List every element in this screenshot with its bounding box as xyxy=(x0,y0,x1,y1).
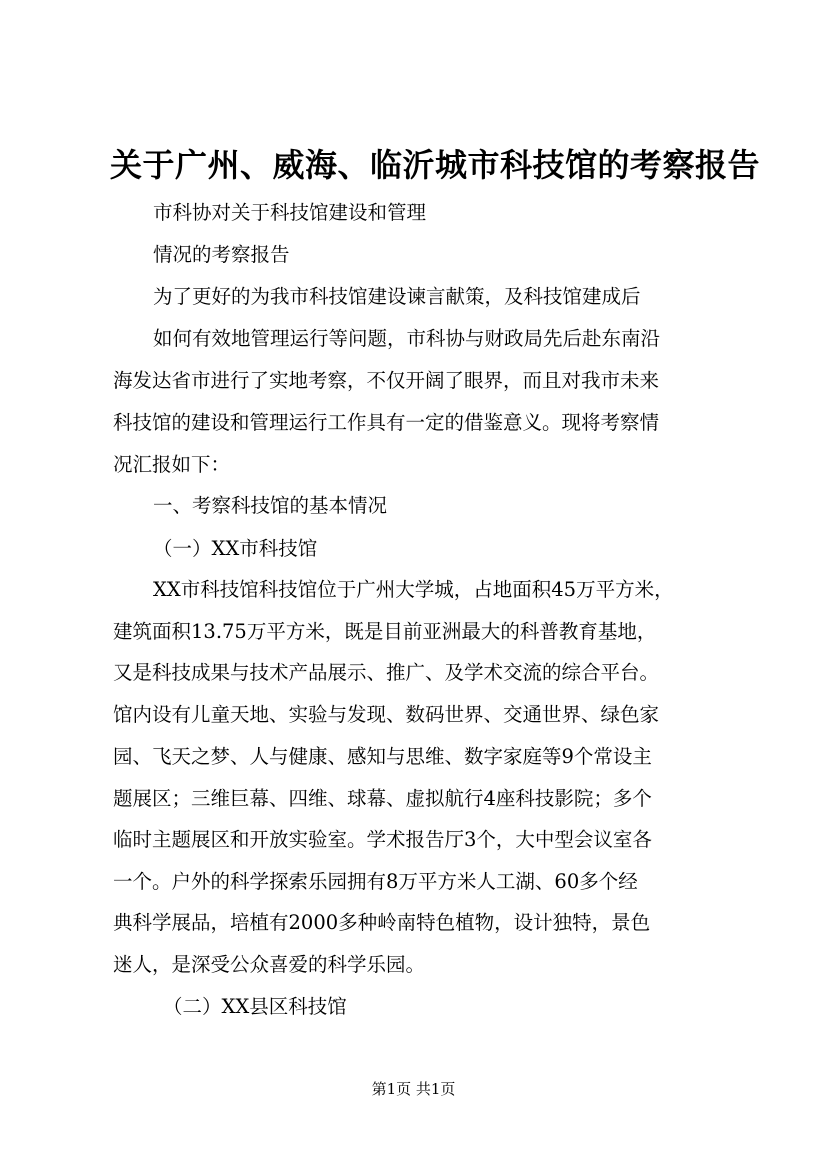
paragraph-line: XX市科技馆科技馆位于广州大学城，占地面积45万平方米， xyxy=(153,578,674,601)
subsection-heading: （一）XX市科技馆 xyxy=(153,537,318,560)
paragraph-line: 又是科技成果与技术产品展示、推广、及学术交流的综合平台。 xyxy=(113,661,660,684)
page-number-footer: 第1页 共1页 xyxy=(371,1080,456,1098)
paragraph-line: 一个。户外的科学探索乐园拥有8万平方米人工湖、60多个经 xyxy=(113,870,638,893)
paragraph-line: 典科学展品，培植有2000多种岭南特色植物，设计独特，景色 xyxy=(113,911,651,934)
paragraph-line: 海发达省市进行了实地考察，不仅开阔了眼界，而且对我市未来 xyxy=(113,369,660,392)
paragraph-line: 科技馆的建设和管理运行工作具有一定的借鉴意义。现将考察情 xyxy=(113,411,660,434)
paragraph-line: 迷人，是深受公众喜爱的科学乐园。 xyxy=(113,953,426,976)
paragraph-line: 如何有效地管理运行等问题，市科协与财政局先后赴东南沿 xyxy=(153,327,661,350)
paragraph-line: 馆内设有儿童天地、实验与发现、数码世界、交通世界、绿色家 xyxy=(113,703,660,726)
subsection-heading: （二）XX县区科技馆 xyxy=(163,995,347,1018)
paragraph-line: 题展区；三维巨幕、四维、球幕、虚拟航行4座科技影院；多个 xyxy=(113,787,652,810)
paragraph-line: 为了更好的为我市科技馆建设谏言献策，及科技馆建成后 xyxy=(153,285,641,308)
paragraph-line: 况汇报如下： xyxy=(113,453,231,476)
paragraph-line: 建筑面积13.75万平方米，既是目前亚洲最大的科普教育基地， xyxy=(113,620,657,643)
section-heading: 一、考察科技馆的基本情况 xyxy=(153,494,388,517)
document-title: 关于广州、威海、临沂城市科技馆的考察报告 xyxy=(110,146,761,184)
subtitle-line-1: 市科协对关于科技馆建设和管理 xyxy=(153,201,427,224)
paragraph-line: 园、飞天之梦、人与健康、感知与思维、数字家庭等9个常设主 xyxy=(113,745,652,768)
paragraph-line: 临时主题展区和开放实验室。学术报告厅3个，大中型会议室各 xyxy=(113,828,652,851)
subtitle-line-2: 情况的考察报告 xyxy=(153,243,290,266)
